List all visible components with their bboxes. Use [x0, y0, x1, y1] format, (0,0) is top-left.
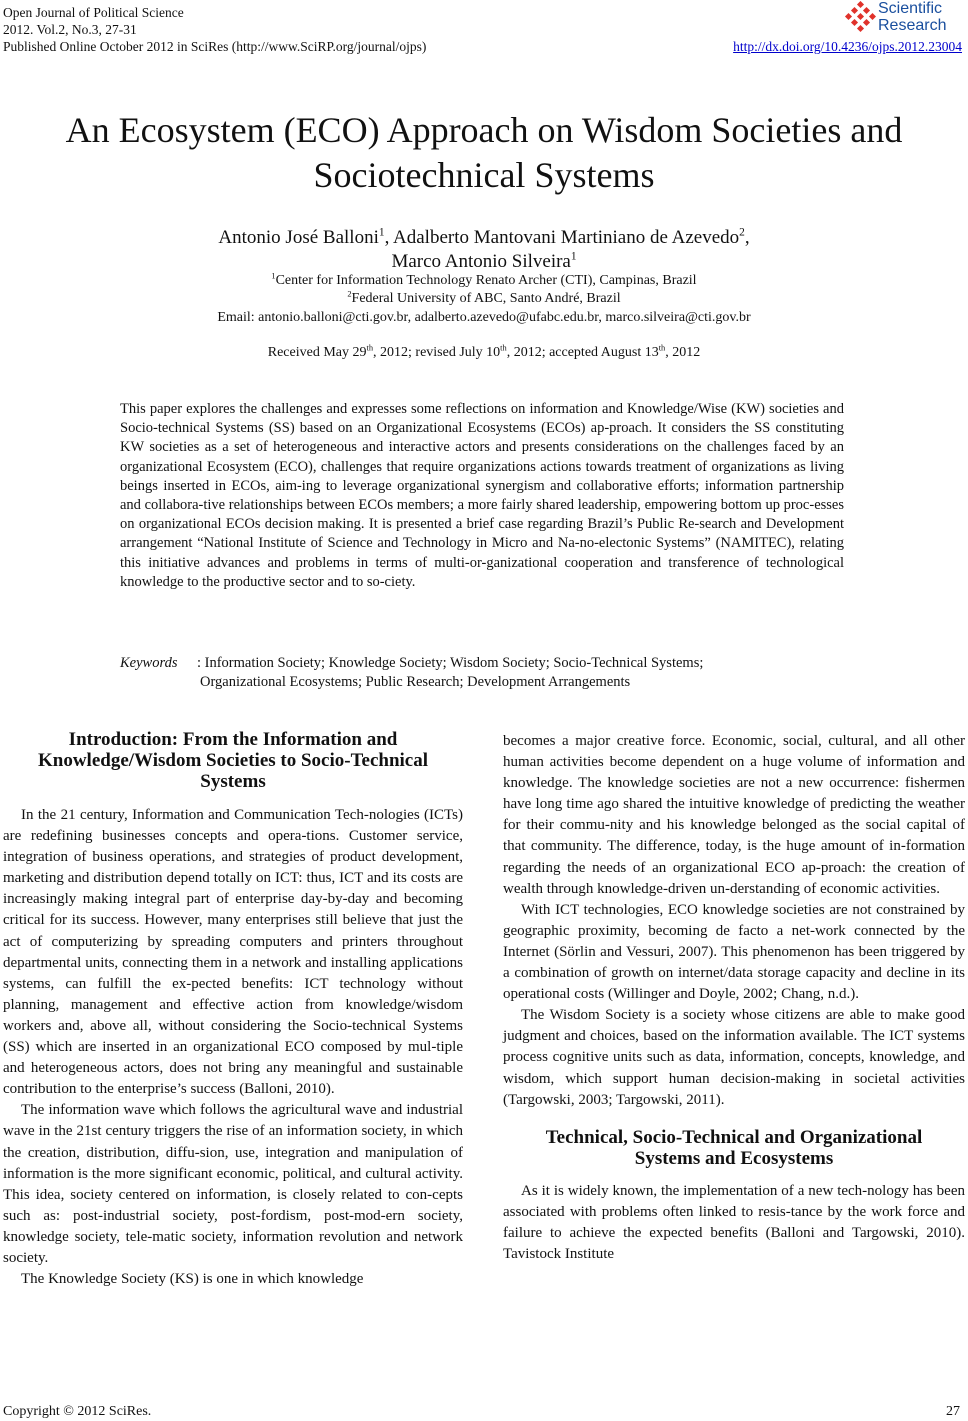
published-line: Published Online October 2012 in SciRes (http://www.SciRP.org/journal/ojps) [3, 39, 427, 54]
left-column [3, 729, 463, 1290]
journal-name: Open Journal of Political Science [3, 5, 184, 20]
paragraph: The Wisdom Society is a society whose citizens are able to make good judgment and choices, based on the information available. The ICT systems process cognitive units such as data, information, concepts, knowledge, and wisdom, which support human decision-making in societal activities (Targowski, 2003; Targowski, 2011). [503, 1007, 965, 1108]
paragraph: The information wave which follows the agricultural wave and industrial wave in the 21st century triggers the rise of an information society, in which the creation, distribution, diffu-sion, use, integration and manipulation of information is the more significant economic, political, and cultural activity. This idea, society centered on information, is closely related to con-cepts such as: post-industrial society, post-fordism, post-mod-ern society, knowledge society, tele-matic society, information revolution and network society. [3, 1102, 463, 1266]
logo-line-2: Research [878, 17, 947, 34]
page-number: 27 [946, 1404, 960, 1419]
paper-title [0, 108, 968, 198]
publisher-logo[interactable] [844, 0, 962, 38]
abstract: This paper explores the challenges and expresses some reflections on information and Knowledge/Wise (KW) societies and Socio-technical Systems (SS) based on an Organizational Ecosystems (ECOs) ap-proach. It considers the SS constituting KW societies as a set of heterogeneous and interactive actors and presents considerations on the challenges faced by an organizational Ecosystem (ECO), challenges that require organizations actions towards treatment of organizations as living beings inserted in ECOs, aim-ing to leverage organizational synergism and collaborative efforts; information partnership and collabora-tive relationships between ECOs members; a more fairly shared leadership, empowering bottom up proc-esses on organizational ECOs decision making. It is presented a brief case regarding Brazil’s Public Re-search and Development arrangement “National Institute of Science and Technology in Micro and Na-no-electonic Systems” (NAMITEC), relating this initiative advances and problems in terms of multi-or-ganizational cooperation and transference of technological knowledge to the productive sector and to so-ciety. [120, 401, 844, 590]
doi-link[interactable]: http://dx.doi.org/10.4236/ojps.2012.23004 [733, 39, 962, 54]
keywords-list: : Information Society; Knowledge Society; Wisdom Society; Socio-Technical Systems; Organizational Ecosystems; Public Research; Development Arrangements [197, 655, 704, 690]
copyright-notice: Copyright © 2012 SciRes. [3, 1404, 152, 1419]
affiliation-1: $^1$Center for Information Technology Renato Archer (CTI), Campinas, Brazil [271, 271, 697, 288]
title-line-2: Sociotechnical Systems [313, 155, 655, 195]
keywords-label: Keywords [120, 655, 178, 671]
author-3: Marco Antonio Silveira [391, 251, 571, 272]
received-dates: Received May 29th, 2012; revised July 10th, 2012; accepted August 13th, 2012 [267, 343, 701, 360]
author-2: , Adalberto Mantovani Martiniano de Azevedo [384, 227, 740, 248]
title-line-1: An Ecosystem (ECO) Approach on Wisdom Societies and [65, 110, 903, 150]
section-heading-introduction: Introduction: From the Information and Knowledge/Wisdom Societies to Socio-Technical Systems [37, 729, 429, 792]
author-1: Antonio José Balloni [218, 227, 379, 248]
author-list: Antonio José Balloni$^1$, Adalberto Mantovani Martiniano de Azevedo$^2$, Marco Antonio Silveira$^1$ [218, 226, 750, 272]
paragraph: As it is widely known, the implementation of a new tech-nology has been associated with problems often linked to resis-tance by the work force and failure to achieve the expected benefits (Balloni and Targowski, 2010). Tavistock Institute [503, 1182, 965, 1262]
paragraph: In the 21 century, Information and Communication Tech-nologies (ICTs) are redefining businesses concepts and opera-tions. Customer service, integration of business operations, and strategies of product development, marketing and distribution depend totally on ICT: thus, ICT and its costs are increasingly making integral part of enterprise day-by-day and becoming critical for its success. However, many enterprises still believe that just the act of computerizing by spreading computers and printers throughout departmental units, connecting them in a network and installing applications systems, can fulfill the ex-pected benefits: ICT technology without planning, management and effective action from knowledge/wisdom workers and, above all, without considering the Socio-technical Systems (SS) which are inserted in an organizational ECO composed by mul-tiple and heterogeneous actors, does not bring any meaningful and sustainable contribution to the enterprise’s success (Balloni, 2010). [3, 807, 463, 1098]
logo-line-1: Scientific [878, 0, 943, 17]
right-column [503, 731, 965, 1265]
scirp-logo-icon [844, 1, 876, 35]
paragraph: With ICT technologies, ECO knowledge societies are not constrained by geographic proximity, becoming de facto a net-work connected by the Internet (Sörlin and Vessuri, 2007). This phenomenon has been triggered by a combination of growth on internet/data storage capacity and decline in its operational costs (Willinger and Doyle, 2002; Chang, n.d.). [503, 901, 965, 1003]
paragraph: The Knowledge Society (KS) is one in which knowledge [21, 1271, 364, 1288]
section-heading-technical-systems: Technical, Socio-Technical and Organizational Systems and Ecosystems [545, 1126, 923, 1169]
paragraph: becomes a major creative force. Economic, social, cultural, and all other human activities become dependent on a huge volume of information and knowledge. The knowledge societies are not a new occurrence: fishermen have long time ago shared the intuitive knowledge of predicting the weather for their commu-nity and his knowledge belonged as the social capital of that community. The difference, today, is the huge amount of in-formation regarding the needs of an organizational ECO ap-proach: the creation of wealth through knowledge-driven un-derstanding of economic activities. [503, 733, 965, 897]
affiliation-2: $^2$Federal University of ABC, Santo André, Brazil [347, 289, 621, 306]
journal-volume: 2012. Vol.2, No.3, 27-31 [3, 22, 137, 37]
author-emails: Email: antonio.balloni@cti.gov.br, adalberto.azevedo@ufabc.edu.br, marco.silveira@cti.gov.br [217, 310, 751, 325]
